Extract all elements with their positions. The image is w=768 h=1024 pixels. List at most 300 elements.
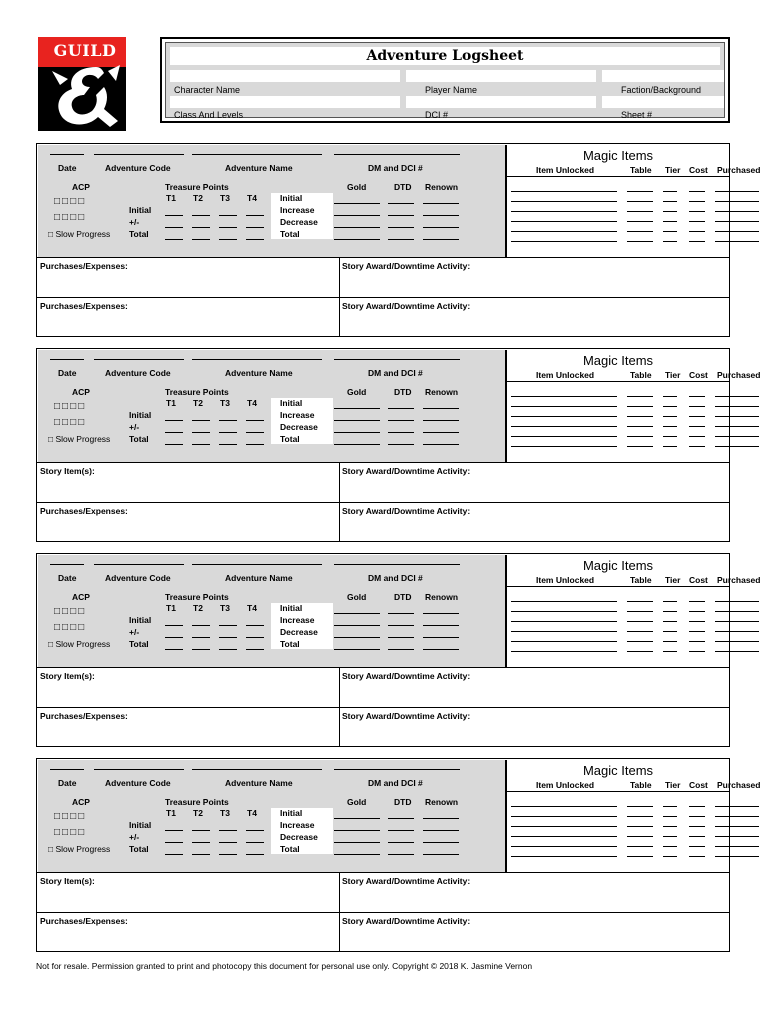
renown-line[interactable] <box>423 203 459 204</box>
dtd-line[interactable] <box>388 625 414 626</box>
logsheet-header <box>160 37 730 123</box>
cost-line[interactable] <box>689 856 705 857</box>
tier-line[interactable] <box>663 426 677 427</box>
treasure-point-t3-line[interactable] <box>219 227 237 228</box>
treasure-point-t4-line[interactable] <box>246 444 264 445</box>
purchased-line[interactable] <box>715 201 759 202</box>
gold-line[interactable] <box>334 239 380 240</box>
table-line[interactable] <box>627 446 653 447</box>
treasure-point-t4-line[interactable] <box>246 842 264 843</box>
tier-line[interactable] <box>663 816 677 817</box>
item-unlocked-line[interactable] <box>511 406 617 407</box>
tier-label: Tier <box>665 575 681 585</box>
renown-line[interactable] <box>423 854 459 855</box>
table-line[interactable] <box>627 416 653 417</box>
treasure-point-t2-line[interactable] <box>192 227 210 228</box>
purchased-line[interactable] <box>715 396 759 397</box>
notes-field-top[interactable] <box>40 887 336 909</box>
item-unlocked-line[interactable] <box>511 856 617 857</box>
table-line[interactable] <box>627 211 653 212</box>
renown-line[interactable] <box>423 830 459 831</box>
story-award-field[interactable] <box>343 312 727 334</box>
treasure-point-t4-line[interactable] <box>246 215 264 216</box>
renown-line[interactable] <box>423 842 459 843</box>
acp-checkbox-row-1[interactable]: □□□□ <box>54 606 87 617</box>
cost-line[interactable] <box>689 846 705 847</box>
dtd-line[interactable] <box>388 203 414 204</box>
slow-progress-checkbox[interactable]: □ Slow Progress <box>48 434 111 444</box>
item-unlocked-line[interactable] <box>511 836 617 837</box>
adventure-code-label: Adventure Code <box>105 778 171 788</box>
tier-line[interactable] <box>663 416 677 417</box>
table-line[interactable] <box>627 836 653 837</box>
story-award-field[interactable] <box>343 477 727 499</box>
dm-dci-line[interactable] <box>334 564 460 565</box>
dm-dci-line[interactable] <box>334 359 460 360</box>
item-unlocked-line[interactable] <box>511 846 617 847</box>
item-unlocked-label: Item Unlocked <box>536 575 595 585</box>
adventure-code-label: Adventure Code <box>105 573 171 583</box>
item-unlocked-line[interactable] <box>511 601 617 602</box>
table-line[interactable] <box>627 641 653 642</box>
adventure-name-line[interactable] <box>192 154 322 155</box>
table-line[interactable] <box>627 191 653 192</box>
dtd-line[interactable] <box>388 239 414 240</box>
cost-line[interactable] <box>689 436 705 437</box>
magic-items-title: Magic Items <box>582 148 654 163</box>
item-unlocked-line[interactable] <box>511 446 617 447</box>
tier-line[interactable] <box>663 211 677 212</box>
gold-line[interactable] <box>334 818 380 819</box>
faction-field[interactable] <box>602 70 724 82</box>
tier-line[interactable] <box>663 201 677 202</box>
cost-line[interactable] <box>689 426 705 427</box>
dtd-label: DTD <box>394 387 412 397</box>
dtd-line[interactable] <box>388 432 414 433</box>
cost-line[interactable] <box>689 191 705 192</box>
treasure-point-t3-line[interactable] <box>219 830 237 831</box>
treasure-point-t2-line[interactable] <box>192 215 210 216</box>
purchased-label: Purchased <box>717 780 761 790</box>
item-unlocked-line[interactable] <box>511 241 617 242</box>
renown-line[interactable] <box>423 227 459 228</box>
item-unlocked-line[interactable] <box>511 201 617 202</box>
notes-field-top[interactable] <box>40 682 336 704</box>
cost-line[interactable] <box>689 416 705 417</box>
tier-line[interactable] <box>663 836 677 837</box>
treasure-point-t1-line[interactable] <box>165 239 183 240</box>
purchased-line[interactable] <box>715 601 759 602</box>
item-unlocked-line[interactable] <box>511 221 617 222</box>
treasure-point-t1-line[interactable] <box>165 854 183 855</box>
tier-line[interactable] <box>663 856 677 857</box>
gold-line[interactable] <box>334 637 380 638</box>
dci-field[interactable] <box>406 96 596 108</box>
renown-line[interactable] <box>423 625 459 626</box>
dtd-line[interactable] <box>388 854 414 855</box>
cost-line[interactable] <box>689 396 705 397</box>
treasure-point-t2-line[interactable] <box>192 625 210 626</box>
cost-line[interactable] <box>689 806 705 807</box>
treasure-point-t4-line[interactable] <box>246 637 264 638</box>
acp-checkbox-row-1[interactable]: □□□□ <box>54 196 87 207</box>
purchased-line[interactable] <box>715 836 759 837</box>
adventure-name-line[interactable] <box>192 564 322 565</box>
gold-line[interactable] <box>334 649 380 650</box>
acp-checkbox-row-2[interactable]: □□□□ <box>54 417 87 428</box>
date-line[interactable] <box>50 564 84 565</box>
treasure-point-t1-line[interactable] <box>165 420 183 421</box>
cost-line[interactable] <box>689 601 705 602</box>
treasure-point-t2-line[interactable] <box>192 420 210 421</box>
dm-dci-line[interactable] <box>334 769 460 770</box>
item-unlocked-line[interactable] <box>511 211 617 212</box>
table-line[interactable] <box>627 846 653 847</box>
tier-line[interactable] <box>663 191 677 192</box>
treasure-point-t3-line[interactable] <box>219 444 237 445</box>
gold-line[interactable] <box>334 420 380 421</box>
tier-line[interactable] <box>663 601 677 602</box>
date-line[interactable] <box>50 769 84 770</box>
item-unlocked-line[interactable] <box>511 231 617 232</box>
treasure-point-t4-line[interactable] <box>246 239 264 240</box>
treasure-point-t4-line[interactable] <box>246 830 264 831</box>
increase-label: Increase <box>280 205 315 215</box>
acp-checkbox-row-2[interactable]: □□□□ <box>54 622 87 633</box>
treasure-point-t1-line[interactable] <box>165 625 183 626</box>
item-unlocked-line[interactable] <box>511 396 617 397</box>
treasure-point-t2-line[interactable] <box>192 239 210 240</box>
table-line[interactable] <box>627 601 653 602</box>
treasure-point-t1-line[interactable] <box>165 830 183 831</box>
adventure-code-line[interactable] <box>94 359 184 360</box>
dtd-line[interactable] <box>388 215 414 216</box>
tier-line[interactable] <box>663 631 677 632</box>
gold-line[interactable] <box>334 203 380 204</box>
cost-label: Cost <box>689 575 708 585</box>
renown-line[interactable] <box>423 215 459 216</box>
dtd-label: DTD <box>394 592 412 602</box>
initial-label: Initial <box>280 603 303 613</box>
table-line[interactable] <box>627 221 653 222</box>
cost-line[interactable] <box>689 231 705 232</box>
tier-label: Tier <box>665 370 681 380</box>
purchases-expenses-field[interactable] <box>40 312 336 334</box>
treasure-point-t4-line[interactable] <box>246 227 264 228</box>
section-divider <box>37 912 729 913</box>
cost-line[interactable] <box>689 221 705 222</box>
treasure-point-t1-line[interactable] <box>165 649 183 650</box>
table-line[interactable] <box>627 621 653 622</box>
purchased-line[interactable] <box>715 816 759 817</box>
tier-line[interactable] <box>663 241 677 242</box>
cost-line[interactable] <box>689 641 705 642</box>
initial-row-label: Initial <box>129 205 152 215</box>
purchased-line[interactable] <box>715 231 759 232</box>
renown-line[interactable] <box>423 408 459 409</box>
purchased-line[interactable] <box>715 241 759 242</box>
cost-line[interactable] <box>689 241 705 242</box>
item-unlocked-line[interactable] <box>511 426 617 427</box>
treasure-point-t3-line[interactable] <box>219 215 237 216</box>
character-name-field[interactable] <box>170 70 400 82</box>
purchased-line[interactable] <box>715 406 759 407</box>
renown-line[interactable] <box>423 637 459 638</box>
dtd-line[interactable] <box>388 818 414 819</box>
decrease-label: Decrease <box>280 832 318 842</box>
tier3-label: T3 <box>220 193 230 203</box>
adventure-name-label: Adventure Name <box>225 573 293 583</box>
table-line[interactable] <box>627 201 653 202</box>
tier1-label: T1 <box>166 603 176 613</box>
story-award-field[interactable] <box>343 517 727 539</box>
cost-line[interactable] <box>689 826 705 827</box>
dtd-line[interactable] <box>388 444 414 445</box>
purchases-expenses-field[interactable] <box>40 927 336 949</box>
tier1-label: T1 <box>166 193 176 203</box>
renown-line[interactable] <box>423 420 459 421</box>
gold-line[interactable] <box>334 432 380 433</box>
gold-line[interactable] <box>334 227 380 228</box>
slow-progress-checkbox[interactable]: □ Slow Progress <box>48 229 111 239</box>
date-line[interactable] <box>50 154 84 155</box>
treasure-point-t2-line[interactable] <box>192 649 210 650</box>
item-unlocked-line[interactable] <box>511 651 617 652</box>
treasure-points-label: Treasure Points <box>165 182 229 192</box>
table-line[interactable] <box>627 241 653 242</box>
treasure-point-t4-line[interactable] <box>246 649 264 650</box>
renown-line[interactable] <box>423 239 459 240</box>
renown-line[interactable] <box>423 649 459 650</box>
tier-line[interactable] <box>663 231 677 232</box>
renown-line[interactable] <box>423 444 459 445</box>
notes-field-top[interactable] <box>40 272 336 294</box>
cost-line[interactable] <box>689 201 705 202</box>
purchased-line[interactable] <box>715 426 759 427</box>
date-label: Date <box>58 368 77 378</box>
treasure-point-t1-line[interactable] <box>165 215 183 216</box>
tier2-label: T2 <box>193 808 203 818</box>
adventure-name-line[interactable] <box>192 359 322 360</box>
table-line[interactable] <box>627 611 653 612</box>
treasure-point-t2-line[interactable] <box>192 432 210 433</box>
purchased-line[interactable] <box>715 856 759 857</box>
cost-line[interactable] <box>689 406 705 407</box>
treasure-point-t3-line[interactable] <box>219 854 237 855</box>
renown-line[interactable] <box>423 613 459 614</box>
slow-progress-checkbox[interactable]: □ Slow Progress <box>48 639 111 649</box>
item-unlocked-line[interactable] <box>511 806 617 807</box>
class-levels-field[interactable] <box>170 96 400 108</box>
tier-line[interactable] <box>663 806 677 807</box>
table-line[interactable] <box>627 651 653 652</box>
tier-line[interactable] <box>663 396 677 397</box>
treasure-point-t2-line[interactable] <box>192 830 210 831</box>
plusminus-row-label: +/- <box>129 422 140 432</box>
acp-checkbox-row-1[interactable]: □□□□ <box>54 401 87 412</box>
dtd-line[interactable] <box>388 420 414 421</box>
cost-line[interactable] <box>689 611 705 612</box>
purchased-line[interactable] <box>715 651 759 652</box>
purchased-line[interactable] <box>715 846 759 847</box>
treasure-point-t3-line[interactable] <box>219 420 237 421</box>
acp-checkbox-row-1[interactable]: □□□□ <box>54 811 87 822</box>
sheet-number-field[interactable] <box>602 96 724 108</box>
treasure-point-t2-line[interactable] <box>192 444 210 445</box>
item-unlocked-line[interactable] <box>511 621 617 622</box>
player-name-field[interactable] <box>406 70 596 82</box>
treasure-point-t2-line[interactable] <box>192 842 210 843</box>
table-line[interactable] <box>627 856 653 857</box>
initial-row-label: Initial <box>129 820 152 830</box>
plusminus-row-label: +/- <box>129 832 140 842</box>
purchased-line[interactable] <box>715 446 759 447</box>
adventure-code-line[interactable] <box>94 769 184 770</box>
treasure-point-t3-line[interactable] <box>219 842 237 843</box>
treasure-point-t3-line[interactable] <box>219 637 237 638</box>
treasure-point-t1-line[interactable] <box>165 227 183 228</box>
treasure-point-t3-line[interactable] <box>219 239 237 240</box>
purchased-line[interactable] <box>715 641 759 642</box>
tier1-label: T1 <box>166 808 176 818</box>
item-unlocked-line[interactable] <box>511 641 617 642</box>
cost-line[interactable] <box>689 836 705 837</box>
tier-line[interactable] <box>663 406 677 407</box>
item-unlocked-line[interactable] <box>511 436 617 437</box>
dtd-line[interactable] <box>388 637 414 638</box>
table-line[interactable] <box>627 406 653 407</box>
purchases-expenses-field[interactable] <box>40 517 336 539</box>
item-unlocked-line[interactable] <box>511 191 617 192</box>
table-line[interactable] <box>627 816 653 817</box>
tier-line[interactable] <box>663 436 677 437</box>
gold-line[interactable] <box>334 408 380 409</box>
gold-line[interactable] <box>334 625 380 626</box>
cost-line[interactable] <box>689 816 705 817</box>
treasure-point-t4-line[interactable] <box>246 854 264 855</box>
tier-line[interactable] <box>663 221 677 222</box>
item-unlocked-line[interactable] <box>511 611 617 612</box>
acp-checkbox-row-2[interactable]: □□□□ <box>54 212 87 223</box>
tier2-label: T2 <box>193 193 203 203</box>
dtd-line[interactable] <box>388 227 414 228</box>
gold-line[interactable] <box>334 215 380 216</box>
renown-line[interactable] <box>423 432 459 433</box>
player-name-label: Player Name <box>425 85 478 95</box>
gold-line[interactable] <box>334 613 380 614</box>
dtd-line[interactable] <box>388 842 414 843</box>
treasure-point-t3-line[interactable] <box>219 625 237 626</box>
table-line[interactable] <box>627 231 653 232</box>
notes-field-top[interactable] <box>40 477 336 499</box>
treasure-point-t1-line[interactable] <box>165 432 183 433</box>
story-award-field[interactable] <box>343 722 727 744</box>
gold-line[interactable] <box>334 854 380 855</box>
adventure-code-line[interactable] <box>94 564 184 565</box>
purchased-line[interactable] <box>715 806 759 807</box>
table-line[interactable] <box>627 436 653 437</box>
table-line[interactable] <box>627 806 653 807</box>
dtd-line[interactable] <box>388 408 414 409</box>
item-unlocked-line[interactable] <box>511 826 617 827</box>
story-award-field[interactable] <box>343 682 727 704</box>
decrease-label: Decrease <box>280 422 318 432</box>
treasure-point-t1-line[interactable] <box>165 842 183 843</box>
purchased-line[interactable] <box>715 826 759 827</box>
treasure-point-t3-line[interactable] <box>219 432 237 433</box>
table-line[interactable] <box>627 631 653 632</box>
tier-line[interactable] <box>663 621 677 622</box>
tier-line[interactable] <box>663 651 677 652</box>
purchased-line[interactable] <box>715 631 759 632</box>
treasure-point-t4-line[interactable] <box>246 420 264 421</box>
gold-line[interactable] <box>334 830 380 831</box>
purchased-line[interactable] <box>715 611 759 612</box>
cost-line[interactable] <box>689 211 705 212</box>
acp-checkbox-row-2[interactable]: □□□□ <box>54 827 87 838</box>
story-award-field[interactable] <box>343 887 727 909</box>
table-line[interactable] <box>627 826 653 827</box>
treasure-point-t1-line[interactable] <box>165 637 183 638</box>
purchased-line[interactable] <box>715 221 759 222</box>
purchased-line[interactable] <box>715 621 759 622</box>
purchased-line[interactable] <box>715 416 759 417</box>
adventure-name-line[interactable] <box>192 769 322 770</box>
purchased-line[interactable] <box>715 436 759 437</box>
item-unlocked-label: Item Unlocked <box>536 370 595 380</box>
session-summary-panel <box>38 760 507 872</box>
dtd-line[interactable] <box>388 649 414 650</box>
tier-line[interactable] <box>663 846 677 847</box>
item-unlocked-line[interactable] <box>511 816 617 817</box>
tier-line[interactable] <box>663 826 677 827</box>
gold-line[interactable] <box>334 444 380 445</box>
gold-line[interactable] <box>334 842 380 843</box>
tier-line[interactable] <box>663 611 677 612</box>
purchases-expenses-label: Purchases/Expenses: <box>40 711 128 721</box>
purchased-line[interactable] <box>715 211 759 212</box>
tier-line[interactable] <box>663 446 677 447</box>
table-line[interactable] <box>627 396 653 397</box>
date-line[interactable] <box>50 359 84 360</box>
treasure-point-t4-line[interactable] <box>246 432 264 433</box>
cost-line[interactable] <box>689 446 705 447</box>
treasure-point-t2-line[interactable] <box>192 854 210 855</box>
cost-line[interactable] <box>689 651 705 652</box>
dtd-line[interactable] <box>388 830 414 831</box>
story-award-field[interactable] <box>343 927 727 949</box>
treasure-point-t1-line[interactable] <box>165 444 183 445</box>
purchases-expenses-field[interactable] <box>40 722 336 744</box>
table-line[interactable] <box>627 426 653 427</box>
treasure-point-t2-line[interactable] <box>192 637 210 638</box>
cost-line[interactable] <box>689 621 705 622</box>
slow-progress-checkbox[interactable]: □ Slow Progress <box>48 844 111 854</box>
date-label: Date <box>58 778 77 788</box>
renown-line[interactable] <box>423 818 459 819</box>
dtd-line[interactable] <box>388 613 414 614</box>
cost-line[interactable] <box>689 631 705 632</box>
adventure-code-line[interactable] <box>94 154 184 155</box>
purchased-line[interactable] <box>715 191 759 192</box>
dm-dci-line[interactable] <box>334 154 460 155</box>
treasure-point-t4-line[interactable] <box>246 625 264 626</box>
story-award-field[interactable] <box>343 272 727 294</box>
treasure-point-t3-line[interactable] <box>219 649 237 650</box>
item-unlocked-line[interactable] <box>511 631 617 632</box>
item-unlocked-line[interactable] <box>511 416 617 417</box>
tier-line[interactable] <box>663 641 677 642</box>
